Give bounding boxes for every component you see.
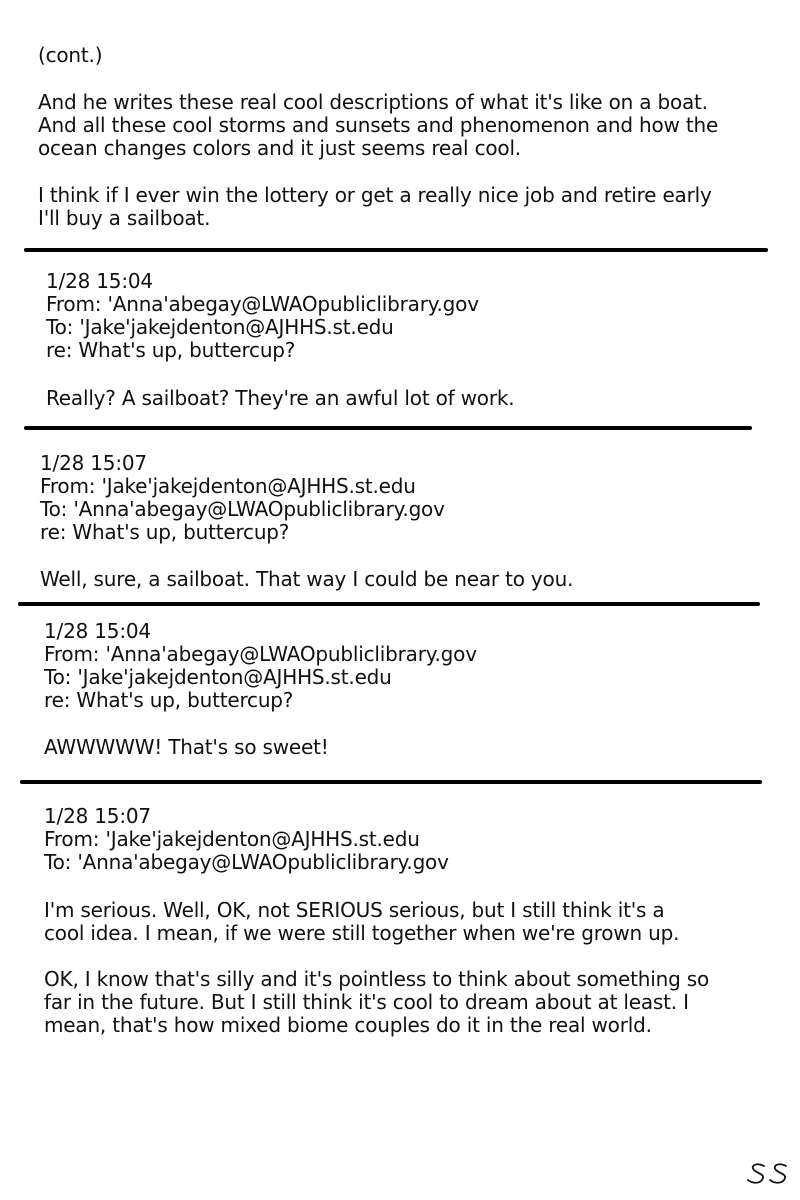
divider-2 (24, 426, 752, 430)
message-from: From: 'Jake'jakejdenton@AJHHS.st.edu (44, 827, 420, 851)
message-body: Well, sure, a sailboat. That way I could be near to you. (40, 567, 574, 591)
message-subject: re: What's up, buttercup? (46, 338, 296, 362)
message-body-paragraph-1: I'm serious. Well, OK, not SERIOUS serious, but I still think it's a cool idea. I mean, if we were still together when we're grown up. (44, 898, 680, 945)
continued-label: (cont.) (38, 43, 103, 67)
message-subject: re: What's up, buttercup? (40, 520, 290, 544)
message-to: To: 'Jake'jakejdenton@AJHHS.st.edu (44, 665, 392, 689)
message-timestamp: 1/28 15:07 (44, 804, 151, 828)
message-body: Really? A sailboat? They're an awful lot of work. (46, 386, 515, 410)
divider-3 (18, 602, 760, 606)
message-timestamp: 1/28 15:04 (44, 619, 151, 643)
message-from: From: 'Anna'abegay@LWAOpubliclibrary.gov (46, 292, 479, 316)
message-subject: re: What's up, buttercup? (44, 688, 294, 712)
signature-mark (746, 1160, 790, 1188)
message-timestamp: 1/28 15:04 (46, 269, 153, 293)
message-timestamp: 1/28 15:07 (40, 451, 147, 475)
message-to: To: 'Anna'abegay@LWAOpubliclibrary.gov (40, 497, 445, 521)
message-from: From: 'Anna'abegay@LWAOpubliclibrary.gov (44, 642, 477, 666)
message-body-paragraph-2: OK, I know that's silly and it's pointless to think about something so far in the future. But I still think it's cool to dream about at least. I mean, that's how mixed biome couples do it in the real world. (44, 967, 710, 1037)
intro-paragraph-2: I think if I ever win the lottery or get a really nice job and retire early I'll buy a sailboat. (38, 183, 712, 230)
message-from: From: 'Jake'jakejdenton@AJHHS.st.edu (40, 474, 416, 498)
message-body: AWWWWW! That's so sweet! (44, 735, 329, 759)
message-to: To: 'Jake'jakejdenton@AJHHS.st.edu (46, 315, 394, 339)
intro-paragraph-1: And he writes these real cool descriptions of what it's like on a boat. And all these cool storms and sunsets and phenomenon and how the ocean changes colors and it just seems real cool. (38, 90, 719, 160)
message-to: To: 'Anna'abegay@LWAOpubliclibrary.gov (44, 850, 449, 874)
divider-1 (24, 248, 768, 252)
divider-4 (20, 780, 762, 784)
